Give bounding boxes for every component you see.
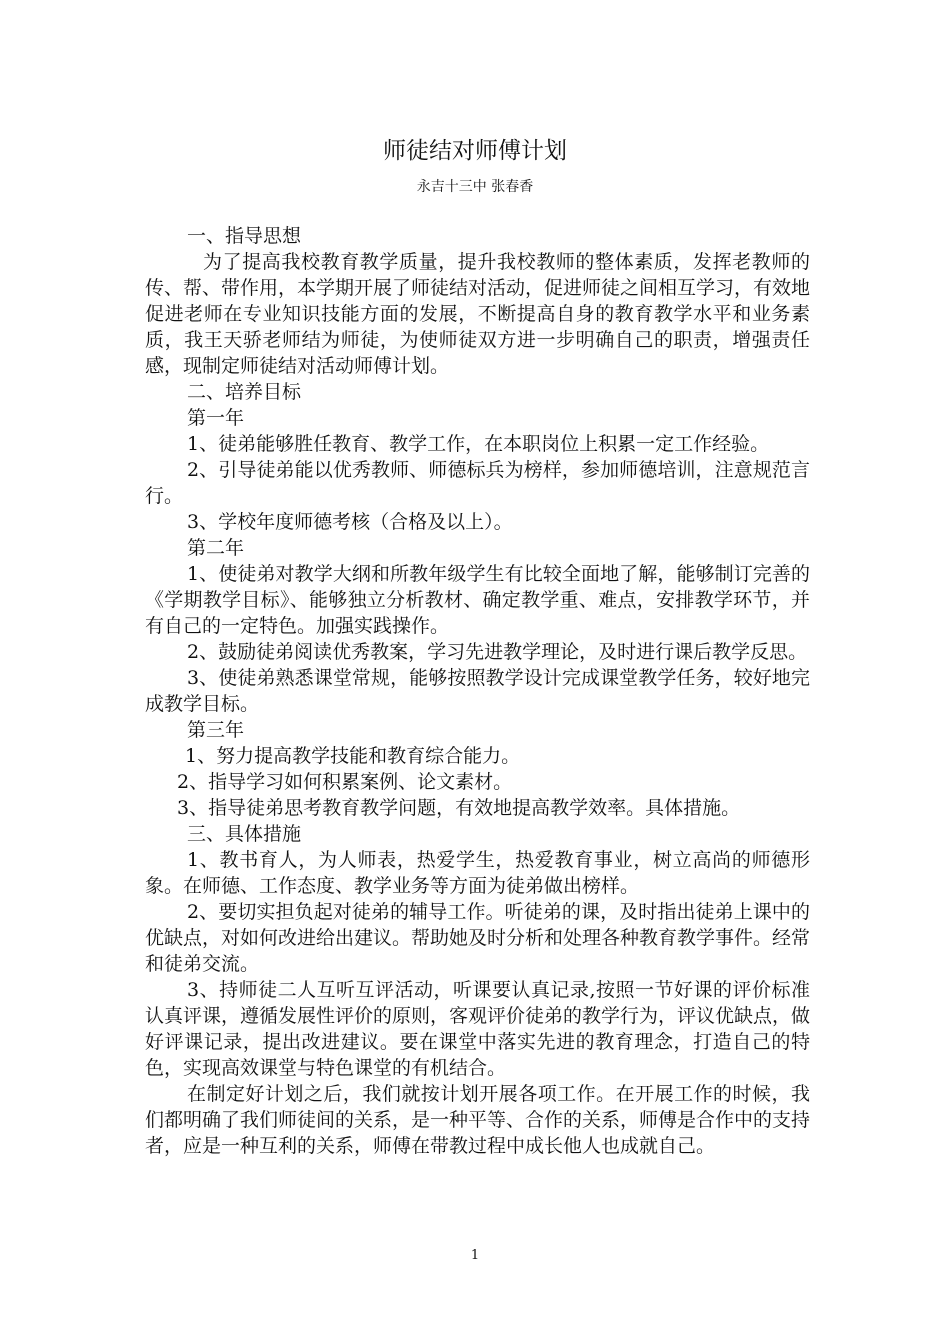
measure-item-2: 2、要切实担负起对徒弟的辅导工作。听徒弟的课，及时指出徒弟上课中的优缺点，对如何改进给出建议。帮助她及时分析和处理各种教育教学事件。经常和徒弟交流。 [145, 901, 811, 975]
goal-year3-item-3: 3、指导徒弟思考教育教学问题，有效地提高教学效率。具体措施。 [177, 797, 741, 819]
document-body [145, 223, 810, 1159]
goal-year2-item-2: 2、鼓励徒弟阅读优秀教案，学习先进教学理论，及时进行课后教学反思。 [187, 641, 808, 663]
author-line: 永吉十三中 张春香 [416, 179, 534, 195]
section-heading-measures: 三、具体措施 [187, 823, 302, 845]
year-heading-first: 第一年 [187, 407, 245, 429]
measure-item-3: 3、持师徒二人互听互评活动，听课要认真记录,按照一节好课的评价标准认真评课，遵循发展性评价的原则，客观评价徒弟的教学行为，评议优缺点，做好评课记录，提出改进建议。要在课堂中落实先进的教育理念，打造自己的特色，实现高效课堂与特色课堂的有机结合。 [145, 979, 811, 1079]
goal-year2-item-3: 3、使徒弟熟悉课堂常规，能够按照教学设计完成课堂教学任务，较好地完成教学目标。 [145, 667, 810, 715]
year-heading-third: 第三年 [187, 719, 245, 741]
year-heading-second: 第二年 [187, 537, 245, 559]
goal-year2-item-1: 1、使徒弟对教学大纲和所教年级学生有比较全面地了解，能够制订完善的《学期教学目标》、能够独立分析教材、确定教学重、难点，安排教学环节，并有自己的一定特色。加强实践操作。 [145, 563, 810, 637]
goal-year1-item-3: 3、学校年度师德考核（合格及以上）。 [187, 511, 513, 533]
section-heading-guiding-thought: 一、指导思想 [187, 225, 302, 247]
page-number: 1 [470, 1248, 480, 1263]
page-title: 师徒结对师傅计划 [383, 138, 567, 164]
closing-paragraph: 在制定好计划之后，我们就按计划开展各项工作。在开展工作的时候，我们都明确了我们师徒间的关系，是一种平等、合作的关系，师傅是合作中的支持者，应是一种互利的关系，师傅在带教过程中成长他人也成就自己。 [145, 1083, 811, 1157]
section-heading-training-goals: 二、培养目标 [187, 381, 302, 403]
goal-year1-item-1: 1、徒弟能够胜任教育、教学工作，在本职岗位上积累一定工作经验。 [187, 433, 770, 455]
paragraph-guiding-thought: 为了提高我校教育教学质量，提升我校教师的整体素质，发挥老教师的传、帮、带作用，本学期开展了师徒结对活动，促进师徒之间相互学习，有效地促进老师在专业知识技能方面的发展，不断提高自身的教育教学水平和业务素质，我王天骄老师结为师徒，为使师徒双方进一步明确自己的职责，增强责任感，现制定师徒结对活动师傅计划。 [145, 251, 811, 377]
goal-year3-item-1: 1、努力提高教学技能和教育综合能力。 [185, 745, 521, 767]
goal-year3-item-2: 2、指导学习如何积累案例、论文素材。 [177, 771, 513, 793]
measure-item-1: 1、教书育人，为人师表，热爱学生，热爱教育事业，树立高尚的师德形象。在师德、工作态度、教学业务等方面为徒弟做出榜样。 [145, 849, 810, 897]
goal-year1-item-2: 2、引导徒弟能以优秀教师、师德标兵为榜样，参加师德培训，注意规范言行。 [145, 459, 810, 507]
